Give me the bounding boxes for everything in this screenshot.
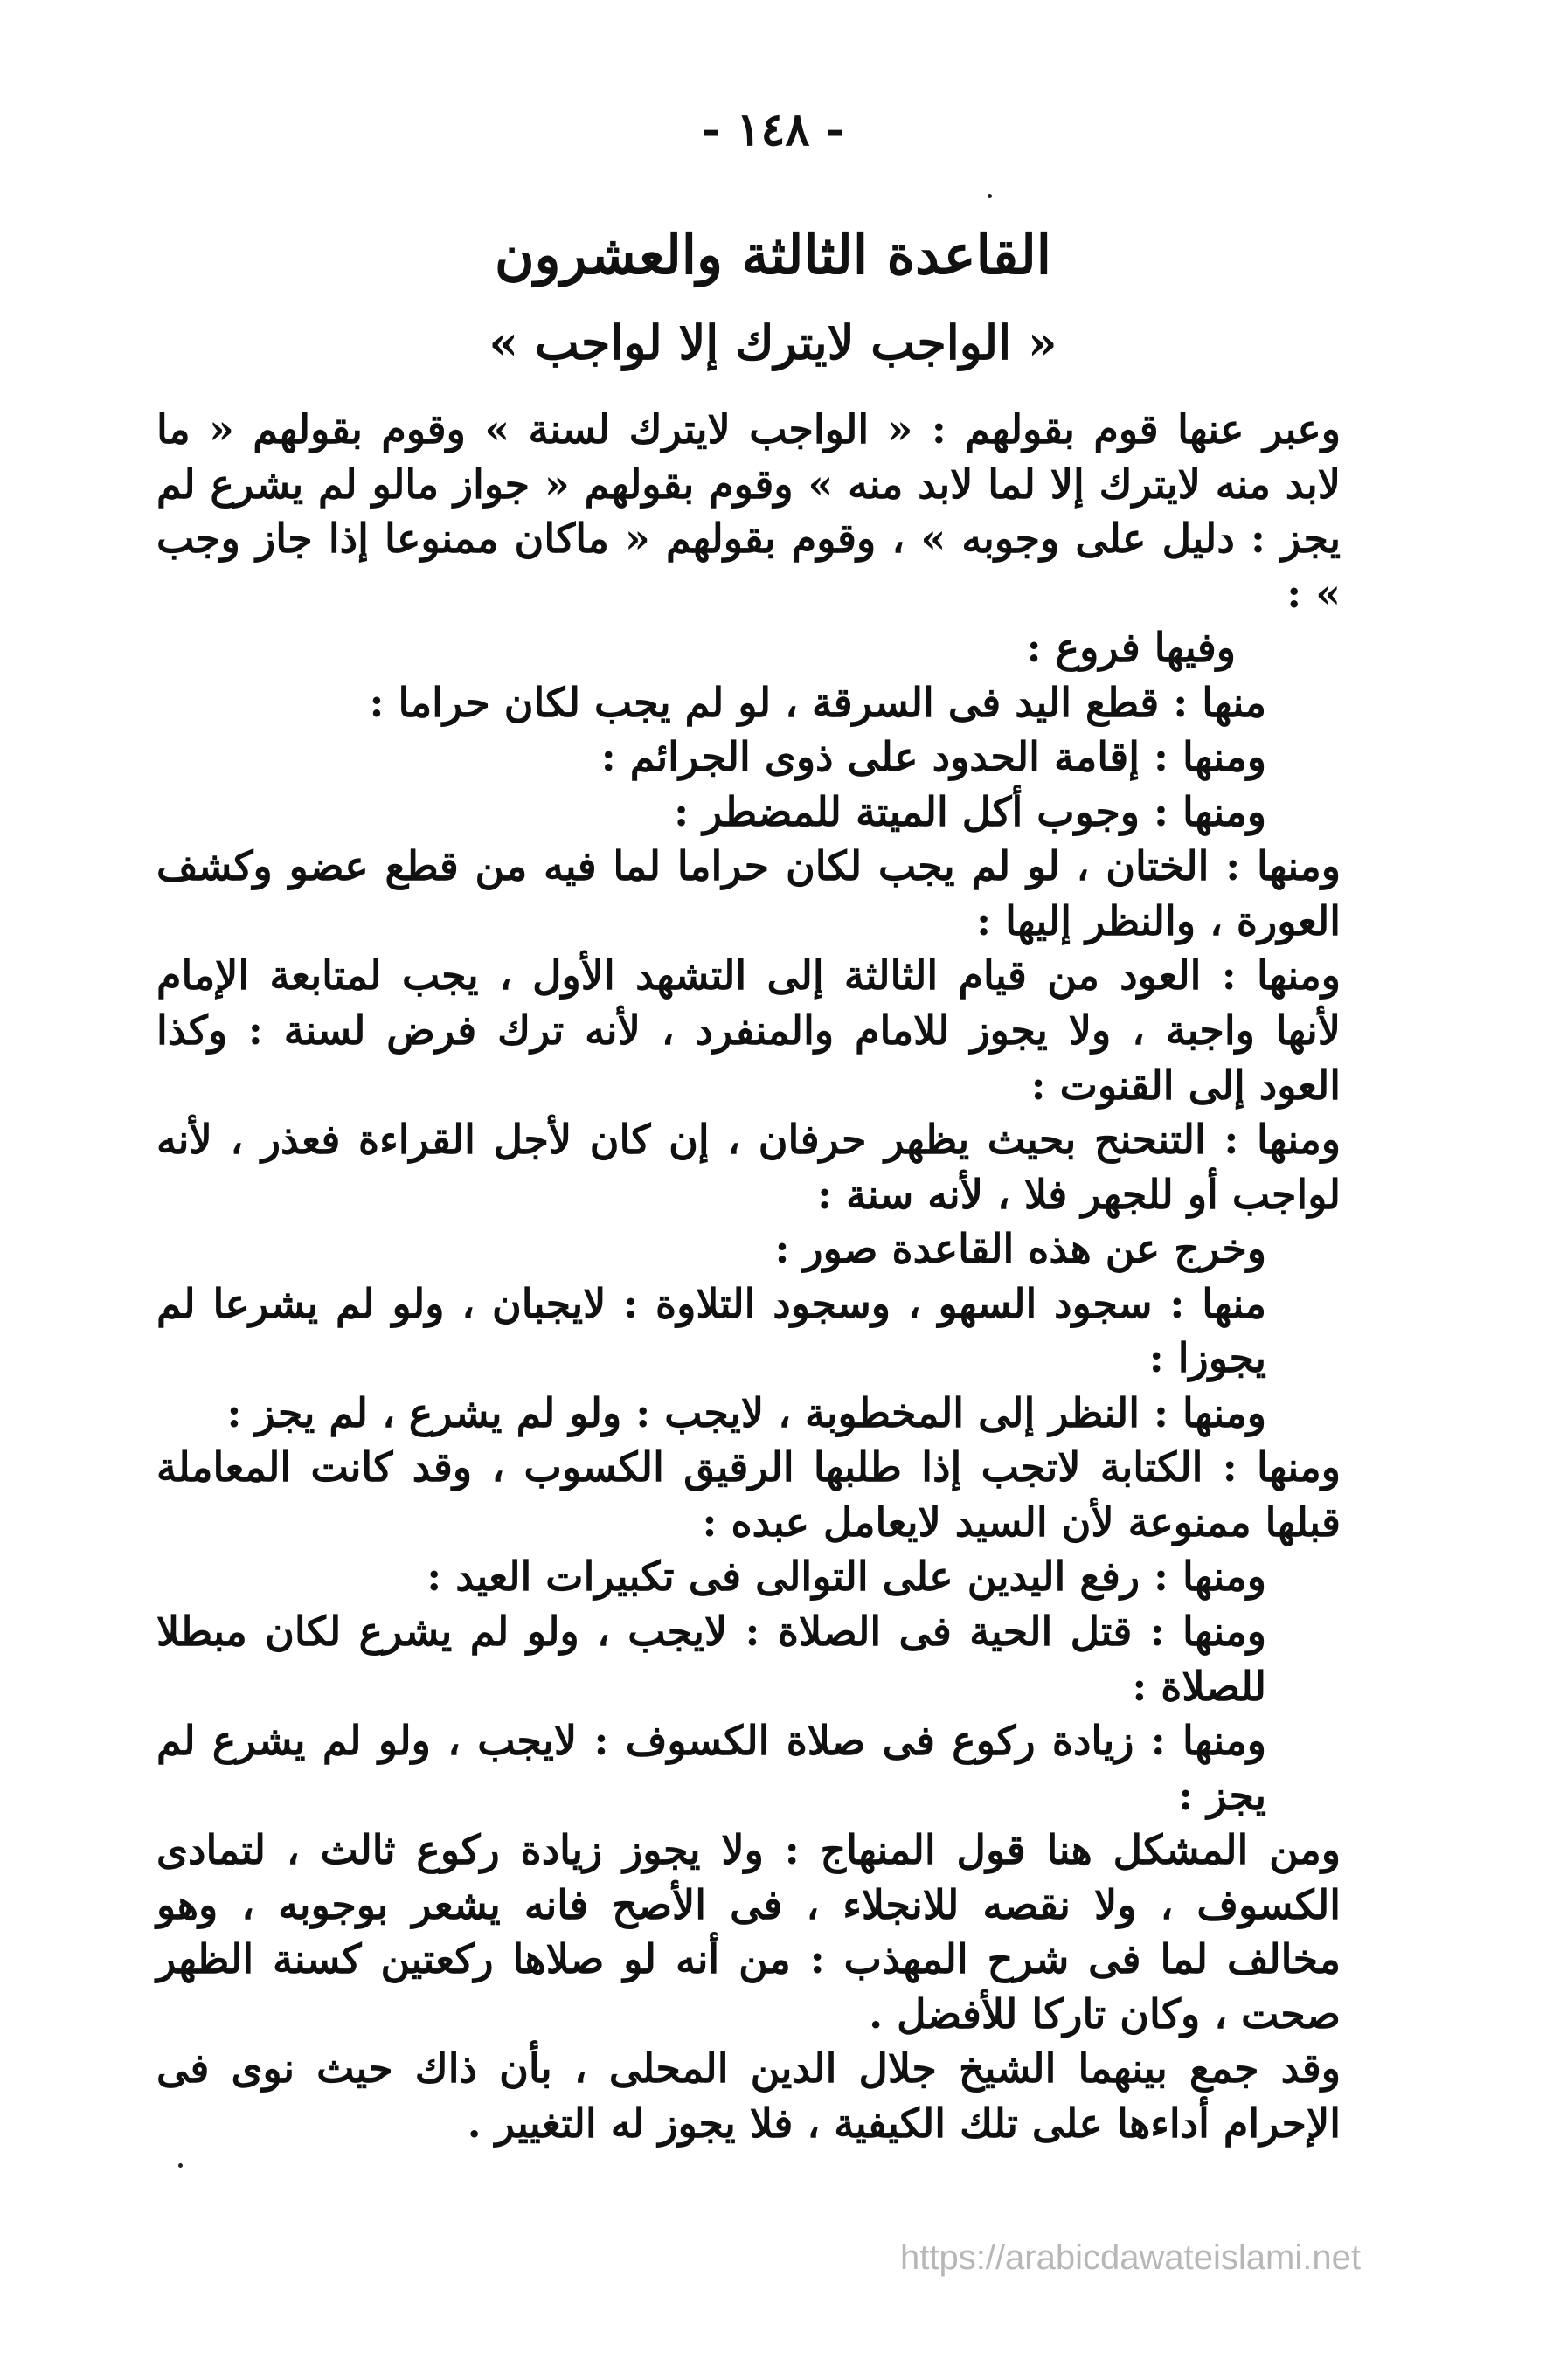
paragraph-problem: ومن المشكل هنا قول المنهاج : ولا يجوز زيادة ركوع ثالث ، لتمادى الكسوف ، ولا نقصه للانجلاء ، فى الأصح فانه يشعر بوجوبه ، وهو مخالف لما فى شرح المهذب : من أنه لو صلاها ركعتين كسنة الظهر صحت ، وكان تاركا للأفضل . (156, 1826, 1341, 2038)
print-speck (988, 194, 992, 198)
paragraph-item: ومنها : وجوب أكل الميتة للمضطر : (674, 787, 1266, 835)
paragraph-branches-heading: وفيها فروع : (1026, 624, 1236, 672)
print-speck (178, 2163, 183, 2168)
paragraph-intro: وعبر عنها قوم بقولهم : « الواجب لايترك لسنة » وقوم بقولهم « ما لابد منه لايترك إلا لما لابد منه » وقوم بقولهم « جواز مالو لم يشرع لم يجز : دليل على وجوبه » ، وقوم بقولهم « ماكان ممنوعا إذا جاز وجب » : (156, 405, 1341, 617)
paragraph-item: ومنها : زيادة ركوع فى صلاة الكسوف : لايجب ، ولو لم يشرع لم يجز : (156, 1717, 1266, 1819)
paragraph-exceptions-heading: وخرج عن هذه القاعدة صور : (774, 1225, 1266, 1273)
paragraph-item: ومنها : إقامة الحدود على ذوى الجرائم : (600, 733, 1266, 781)
paragraph-item: منها : سجود السهو ، وسجود التلاوة : لايجبان ، ولو لم يشرعا لم يجوزا : (156, 1279, 1266, 1382)
page-number: - ١٤٨ - (701, 103, 845, 156)
paragraph-resolution: وقد جمع بينهما الشيخ جلال الدين المحلى ، بأن ذاك حيث نوى فى الإحرام أداءها على تلك الكيفية ، فلا يجوز له التغيير . (156, 2044, 1341, 2147)
body-text (156, 402, 1341, 2151)
paragraph-item: ومنها : العود من قيام الثالثة إلى التشهد الأول ، يجب لمتابعة الإمام لأنها واجبة ، ولا يجوز للامام والمنفرد ، لأنه ترك فرض لسنة : وكذا العود إلى القنوت : (156, 951, 1341, 1109)
paragraph-item: ومنها : التنحنح بحيث يظهر حرفان ، إن كان لأجل القراءة فعذر ، لأنه لواجب أو للجهر فلا ، لأنه سنة : (156, 1116, 1341, 1218)
paragraph-item: ومنها : قتل الحية فى الصلاة : لايجب ، ولو لم يشرع لكان مبطلا للصلاة : (156, 1608, 1266, 1710)
paragraph-item: ومنها : الكتابة لاتجب إذا طلبها الرقيق الكسوب ، وقد كانت المعاملة قبلها ممنوعة لأن السيد لايعامل عبده : (156, 1443, 1341, 1546)
paragraph-item: منها : قطع اليد فى السرقة ، لو لم يجب لكان حراما : (369, 678, 1266, 726)
paragraph-item: ومنها : الختان ، لو لم يجب لكان حراما لما فيه من قطع عضو وكشف العورة ، والنظر إليها : (156, 842, 1341, 944)
paragraph-item: ومنها : النظر إلى المخطوبة ، لايجب : ولو لم يشرع ، لم يجز : (226, 1388, 1266, 1436)
rule-subtitle: « الواجب لايترك إلا لواجب » (489, 315, 1057, 370)
rule-title: القاعدة الثالثة والعشرون (494, 223, 1052, 287)
watermark-url: https://arabicdawateislami.net (900, 2238, 1361, 2277)
paragraph-item: ومنها : رفع اليدين على التوالى فى تكبيرات العيد : (426, 1553, 1266, 1601)
